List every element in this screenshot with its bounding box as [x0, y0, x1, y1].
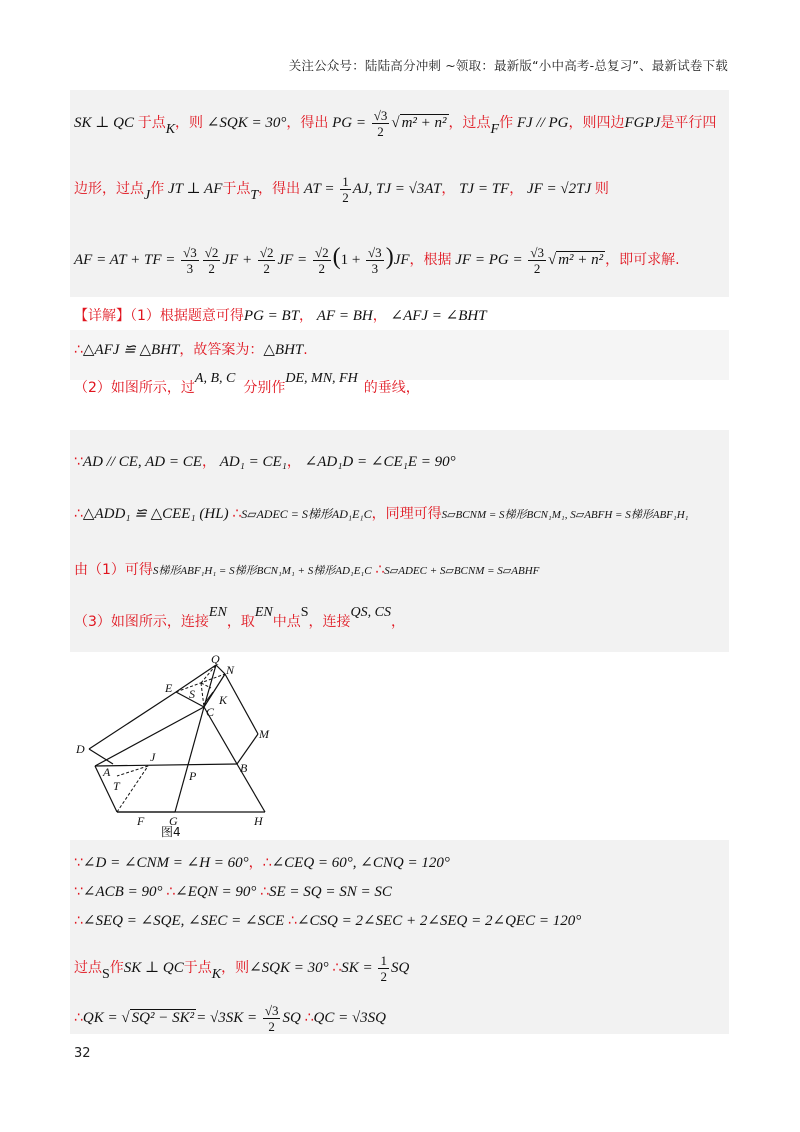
segment-AB	[95, 764, 237, 766]
line-3: AF = AT + TF = $\frac{√3}{3}$ $\frac{√2}{2}$ JF + $\frac{√2}{2}$ JF = $\frac{√2}{2}$ (1 + $\frac{√3}{3}$ )JF，根据 JF = PG = $\frac{√3}{2}$ √ m² + n² ，即可求解.	[74, 243, 680, 276]
line-9: 由（1）可得S梯形ABF₁H₁ = S梯形BCN₁M₁ + S梯形AD₁E₁C ∴S▱ADEC + S▱BCNM = S▱ABHF	[74, 562, 540, 578]
label-B: B	[240, 761, 248, 775]
label-G: G	[169, 814, 178, 828]
segment-CG	[175, 707, 204, 812]
page-number: 32	[74, 1046, 91, 1061]
line-2: 边形，过点J作 JT ⊥ AF于点T，得出 AT = $\frac{1}{2}$ AJ, TJ = √3AT， TJ = TF， JF = √2TJ 则	[74, 174, 609, 205]
line-14: 过点S作SK ⊥ QC于点K，则∠SQK = 30° ∴SK = $\frac{1}{2}$ SQ	[74, 953, 410, 984]
line-13: ∴∠SEQ = ∠SQE, ∠SEC = ∠SCE ∴∠CSQ = 2∠SEC + 2∠SEQ = 2∠QEC = 120°	[74, 913, 582, 929]
line-5: ∴△AFJ ≌ △BHT，故答案为：△BHT.	[74, 342, 308, 358]
label-F: F	[137, 814, 145, 828]
label-T: T	[113, 779, 120, 793]
label-A: A	[103, 765, 111, 779]
label-C: C	[206, 705, 215, 719]
label-D: D	[76, 742, 85, 756]
line-10: （3）如图所示，连接EN，取EN中点S，连接QS, CS，	[74, 605, 405, 630]
page-header: 关注公众号：陆陆高分冲刺 ~领取：最新版“小中高考-总复习”、最新试卷下载	[288, 58, 728, 73]
label-S: S	[189, 687, 195, 701]
segment-DA	[89, 749, 113, 764]
label-K: K	[219, 693, 228, 707]
segment-FJ	[117, 766, 148, 812]
segment-QN	[216, 665, 225, 674]
label-P: P	[189, 769, 197, 783]
segment-NM	[225, 674, 258, 734]
line-11: ∵∠D = ∠CNM = ∠H = 60°，∴∠CEQ = 60°, ∠CNQ = 120°	[74, 855, 450, 871]
label-M: M	[259, 727, 269, 741]
line-4-detail: 【详解】（1）根据题意可得PG = BT， AF = BH， ∠AFJ = ∠BHT	[74, 308, 487, 324]
line-15: ∴QK = √ SQ² − SK² = √3SK = $\frac{√3}{2}$ SQ ∴QC = √3SQ	[74, 1003, 387, 1034]
segment-DE	[89, 692, 176, 749]
line-8: ∴△ADD₁ ≌ △CEE₁ (HL) ∴S▱ADEC = S梯形AD₁E₁C，同理可得S▱BCNM = S梯形BCN₁M₁, S▱ABFH = S梯形ABF₁H₁	[74, 506, 689, 522]
label-Q: Q	[211, 652, 220, 666]
line-12: ∵∠ACB = 90° ∴∠EQN = 90° ∴SE = SQ = SN = SC	[74, 884, 392, 900]
segment-SC	[201, 683, 204, 707]
segment-JT	[117, 766, 148, 776]
label-J: J	[150, 750, 156, 764]
label-N: N	[226, 663, 235, 677]
segment-MB	[237, 734, 258, 764]
line-7: ∵AD // CE, AD = CE， AD₁ = CE₁， ∠AD₁D = ∠CE₁E = 90°	[74, 454, 456, 470]
label-E: E	[165, 681, 173, 695]
line-1: SK ⊥ QC 于点K，则 ∠SQK = 30°，得出 PG = $\frac{√3}{2}$ √ m² + n² ，过点F作 FJ // PG，则四边FGPJ是平行四	[74, 108, 717, 139]
figure-svg	[73, 652, 270, 839]
figure-caption: 图4	[161, 825, 181, 839]
arrow-K	[204, 692, 213, 704]
label-H: H	[254, 814, 263, 828]
line-6: （2）如图所示，过A, B, C分别作DE, MN, FH的垂线，	[74, 371, 420, 396]
segment-EN	[176, 674, 225, 692]
geometry-figure-4	[73, 652, 270, 839]
